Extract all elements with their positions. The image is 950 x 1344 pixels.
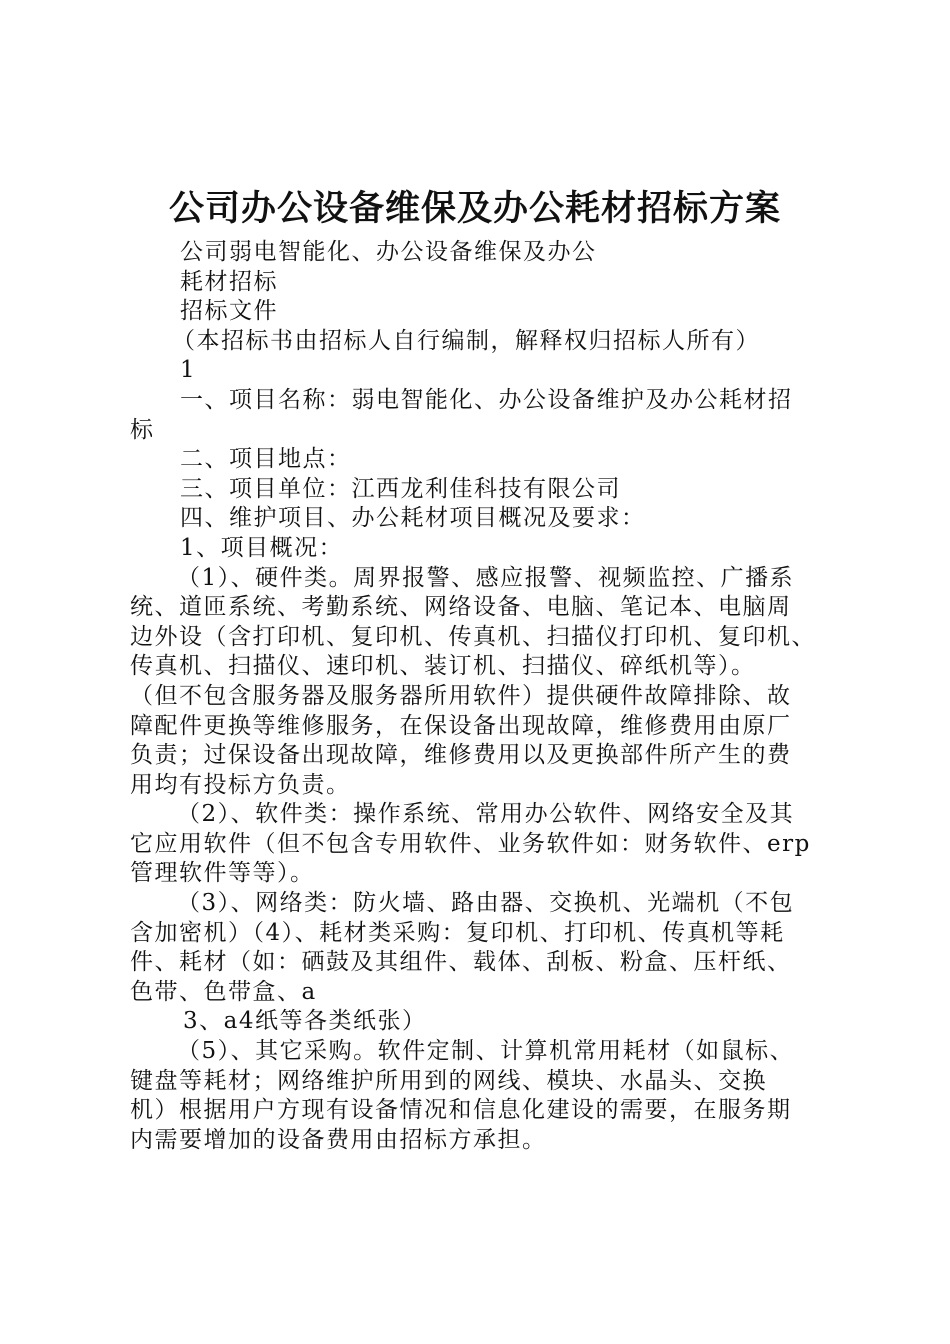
line-network-1: （3）、网络类：防火墙、路由器、交换机、光端机（不包: [177, 890, 795, 917]
line-other-2: 键盘等耗材；网络维护所用到的网线、模块、水晶头、交换: [130, 1067, 767, 1094]
line-hardware-5: （但不包含服务器及服务器所用软件）提供硬件故障排除、故: [130, 682, 792, 709]
line-software-1: （2）、软件类：操作系统、常用办公软件、网络安全及其: [177, 801, 795, 828]
line-hardware-1: （1）、硬件类。周界报警、感应报警、视频监控、广播系: [177, 564, 795, 591]
line-software-2: 它应用软件（但不包含专用软件、业务软件如：财务软件、erp: [130, 830, 811, 857]
line-other-3: 机）根据用户方现有设备情况和信息化建设的需要，在服务期: [130, 1097, 792, 1124]
line-subtitle-1: 公司弱电智能化、办公设备维保及办公: [180, 239, 597, 265]
line-other-4: 内需要增加的设备费用由招标方承担。: [130, 1126, 547, 1153]
line-software-3: 管理软件等等）。: [130, 860, 315, 887]
line-page-number: 1: [180, 357, 197, 384]
line-network-3: 件、耗材（如：硒鼓及其组件、载体、刮板、粉盒、压杆纸、: [130, 949, 792, 976]
line-section-four: 四、维护项目、办公耗材项目概况及要求：: [180, 505, 646, 532]
line-subtitle-2: 耗材招标: [180, 268, 278, 295]
line-hardware-8: 用均有投标方负责。: [130, 771, 351, 798]
line-hardware-3: 边外设（含打印机、复印机、传真机、扫描仪打印机、复印机、: [130, 623, 816, 650]
line-project-name: 一、项目名称：弱电智能化、办公设备维护及办公耗材招: [180, 386, 793, 413]
line-hardware-4: 传真机、扫描仪、速印机、装订机、扫描仪、碎纸机等）。: [130, 653, 756, 680]
document-title: 公司办公设备维保及办公耗材招标方案: [168, 188, 781, 229]
line-hardware-7: 负责；过保设备出现故障，维修费用以及更换部件所产生的费: [130, 742, 792, 769]
line-hardware-6: 障配件更换等维修服务，在保设备出现故障，维修费用由原厂: [130, 712, 792, 739]
document-body: [130, 238, 830, 1155]
line-note: （本招标书由招标人自行编制，解释权归招标人所有）: [172, 327, 760, 354]
line-paper: 3、a4纸等各类纸张）: [183, 1008, 427, 1035]
line-other-1: （5）、其它采购。软件定制、计算机常用耗材（如鼠标、: [177, 1038, 795, 1065]
line-hardware-2: 统、道匝系统、考勤系统、网络设备、电脑、笔记本、电脑周: [130, 594, 792, 621]
line-network-4: 色带、色带盒、a: [130, 978, 317, 1005]
line-project-unit: 三、项目单位：江西龙利佳科技有限公司: [180, 475, 621, 502]
line-project-location: 二、项目地点：: [180, 446, 352, 473]
line-subtitle-3: 招标文件: [180, 298, 278, 325]
line-project-name-cont: 标: [130, 416, 155, 443]
line-overview-heading: 1、项目概况：: [180, 534, 344, 561]
line-network-2: 含加密机）（4）、耗材类采购：复印机、打印机、传真机等耗: [130, 919, 785, 946]
